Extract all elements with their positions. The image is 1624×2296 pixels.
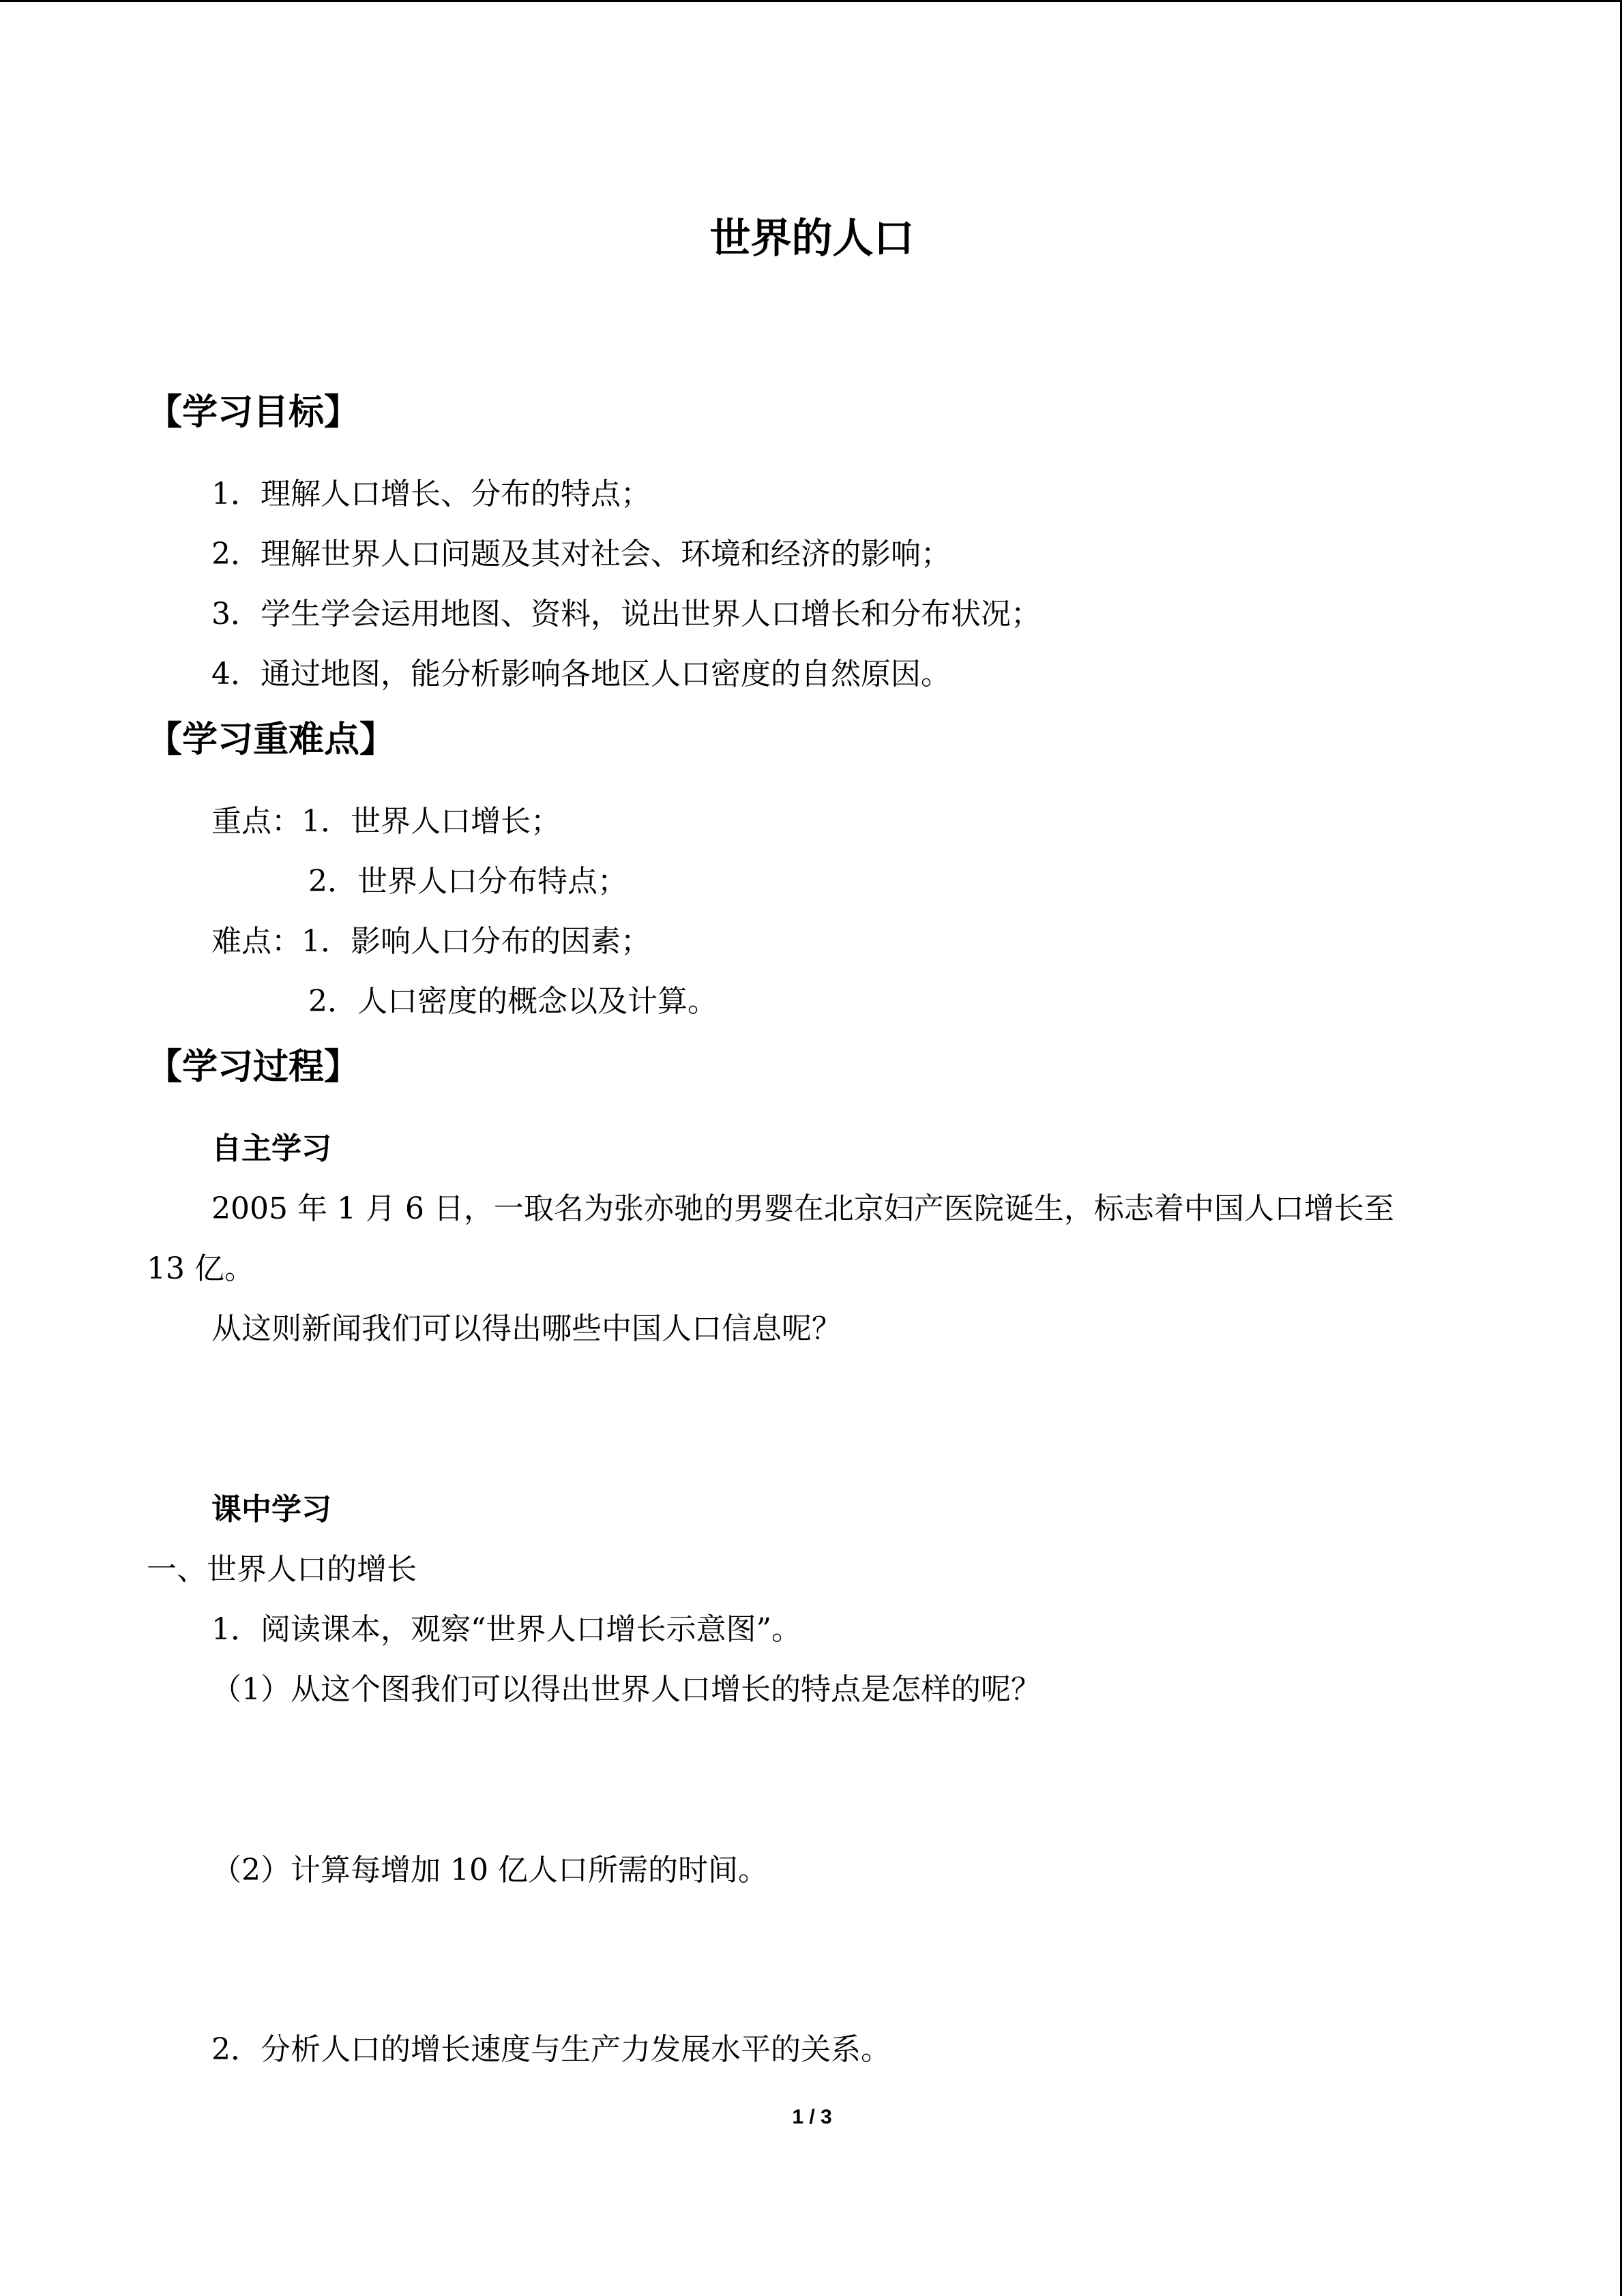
- key-point-line-2: 2．世界人口分布特点；: [308, 864, 628, 899]
- goal-item-1: 1．理解人口增长、分布的特点；: [211, 477, 651, 511]
- goal-item-2: 2．理解世界人口问题及其对社会、环境和经济的影响；: [211, 537, 951, 571]
- section-population-growth: 一、世界人口的增长: [147, 1552, 417, 1587]
- self-study-question: 从这则新闻我们可以得出哪些中国人口信息呢？: [211, 1311, 842, 1346]
- question-1: 1．阅读课本，观察“世界人口增长示意图”。: [211, 1612, 801, 1647]
- heading-key-points: 【学习重难点】: [147, 719, 396, 760]
- question-1-1: （1）从这个图我们可以得出世界人口增长的特点是怎样的呢？: [211, 1672, 1041, 1707]
- page-number: 1 / 3: [792, 2106, 832, 2128]
- goal-item-4: 4．通过地图，能分析影响各地区人口密度的自然原因。: [211, 657, 951, 691]
- class-study-label: 课中学习: [211, 1492, 331, 1527]
- question-2: 2．分析人口的增长速度与生产力发展水平的关系。: [211, 2032, 891, 2067]
- difficulty-line-1: 难点：1．影响人口分布的因素；: [211, 924, 651, 959]
- document-title: 世界的人口: [709, 215, 915, 263]
- self-study-paragraph-line-1: 2005 年 1 月 6 日，一取名为张亦驰的男婴在北京妇产医院诞生，标志着中国人口增长至: [211, 1191, 1394, 1226]
- self-study-label: 自主学习: [211, 1131, 331, 1166]
- goal-item-3: 3．学生学会运用地图、资料，说出世界人口增长和分布状况；: [211, 597, 1041, 631]
- key-point-line-1: 重点：1．世界人口增长；: [211, 804, 561, 839]
- question-1-2: （2）计算每增加 10 亿人口所需的时间。: [211, 1853, 768, 1888]
- difficulty-line-2: 2．人口密度的概念以及计算。: [308, 984, 718, 1019]
- heading-process: 【学习过程】: [147, 1046, 360, 1088]
- self-study-paragraph-line-2: 13 亿。: [147, 1251, 254, 1286]
- heading-goals: 【学习目标】: [147, 391, 360, 433]
